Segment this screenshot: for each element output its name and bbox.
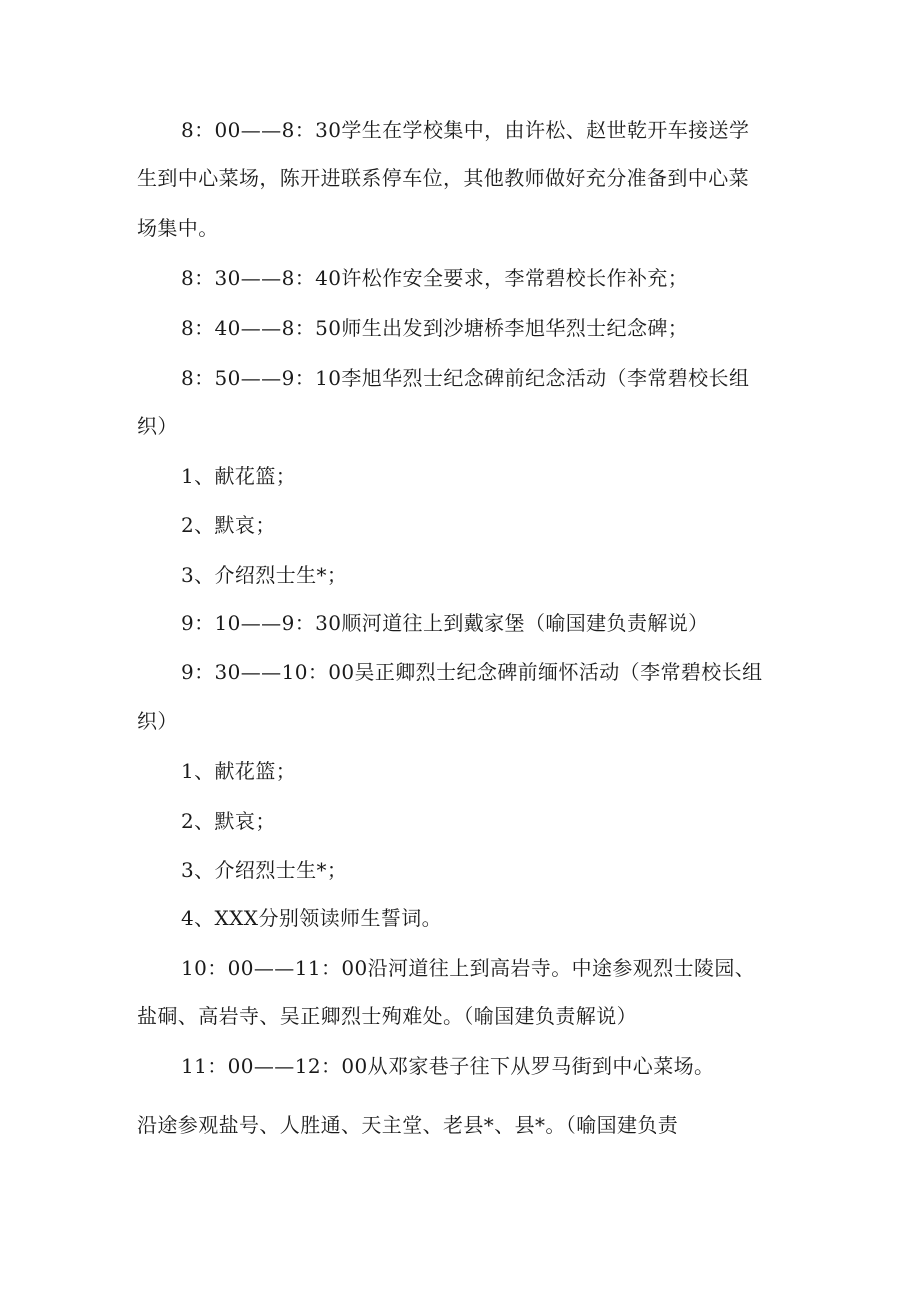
paragraph-line: 场集中。	[137, 216, 219, 240]
paragraph-line: 10：00——11：00沿河道往上到高岩寺。中途参观烈士陵园、	[181, 956, 756, 980]
paragraph-line: 8：40——8：50师生出发到沙塘桥李旭华烈士纪念碑；	[181, 316, 689, 340]
paragraph-line: 织）	[137, 414, 178, 438]
paragraph-line: 9：30——10：00吴正卿烈士纪念碑前缅怀活动（李常碧校长组	[181, 660, 763, 684]
paragraph-line: 织）	[137, 709, 178, 733]
list-item: 3、介绍烈士生*；	[181, 858, 348, 882]
paragraph-line: 8：30——8：40许松作安全要求，李常碧校长作补充；	[181, 266, 689, 290]
paragraph-line: 8：00——8：30学生在学校集中，由许松、赵世乾开车接送学	[181, 118, 750, 142]
paragraph-line: 11：00——12：00从邓家巷子往下从罗马街到中心菜场。	[181, 1054, 715, 1078]
list-item: 3、介绍烈士生*；	[181, 563, 348, 587]
paragraph-line: 盐硐、高岩寺、吴正卿烈士殉难处。（喻国建负责解说）	[137, 1004, 637, 1028]
paragraph-line: 8：50——9：10李旭华烈士纪念碑前纪念活动（李常碧校长组	[181, 366, 750, 390]
list-item: 4、XXX分别领读师生誓词。	[181, 906, 443, 930]
paragraph-line: 沿途参观盐号、人胜通、天主堂、老县*、县*。（喻国建负责	[137, 1113, 679, 1137]
list-item: 1、献花篮；	[181, 759, 297, 783]
list-item: 2、默哀；	[181, 809, 276, 833]
list-item: 2、默哀；	[181, 513, 276, 537]
list-item: 1、献花篮；	[181, 464, 297, 488]
paragraph-line: 生到中心菜场，陈开进联系停车位，其他教师做好充分准备到中心菜	[137, 166, 749, 190]
paragraph-line: 9：10——9：30顺河道往上到戴家堡（喻国建负责解说）	[181, 611, 709, 635]
